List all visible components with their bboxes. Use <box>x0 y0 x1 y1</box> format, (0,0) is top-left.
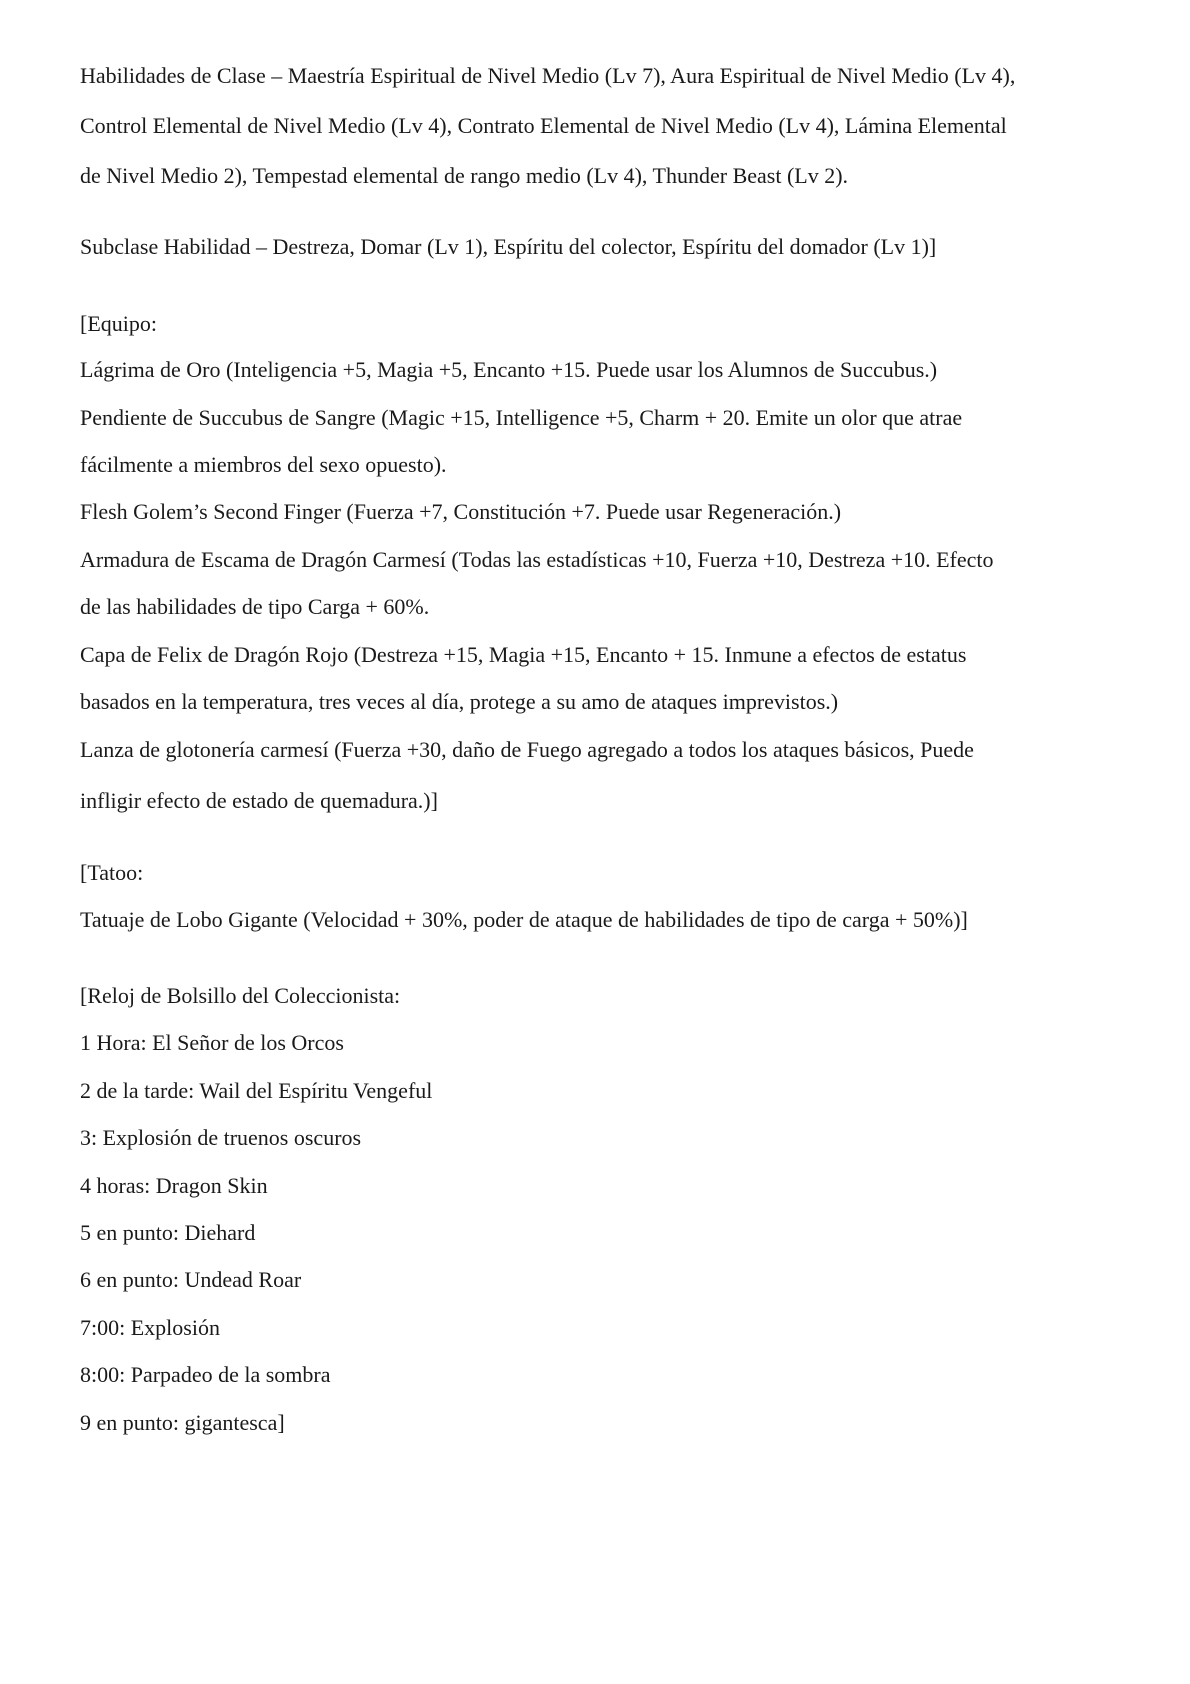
text-line: Capa de Felix de Dragón Rojo (Destreza +15, Magia +15, Encanto + 15. Inmune a efectos de estatus <box>80 642 967 667</box>
text-line: 4 horas: Dragon Skin <box>80 1173 268 1198</box>
text-line: 6 en punto: Undead Roar <box>80 1267 302 1292</box>
text-line: Subclase Habilidad – Destreza, Domar (Lv 1), Espíritu del colector, Espíritu del domador (Lv 1)] <box>80 234 937 259</box>
text-line: Lanza de glotonería carmesí (Fuerza +30, daño de Fuego agregado a todos los ataques básicos, Puede <box>80 737 974 762</box>
text-line: Flesh Golem’s Second Finger (Fuerza +7, Constitución +7. Puede usar Regeneración.) <box>80 499 842 524</box>
text-line: Lágrima de Oro (Inteligencia +5, Magia +5, Encanto +15. Puede usar los Alumnos de Succubus.) <box>80 357 938 382</box>
text-line: [Tatoo: <box>80 860 144 885</box>
text-line: 7:00: Explosión <box>80 1315 220 1340</box>
text-line: 3: Explosión de truenos oscuros <box>80 1125 362 1150</box>
text-line: 2 de la tarde: Wail del Espíritu Vengeful <box>80 1078 433 1103</box>
text-line: 1 Hora: El Señor de los Orcos <box>80 1030 344 1055</box>
text-line: 9 en punto: gigantesca] <box>80 1410 285 1435</box>
text-line: Pendiente de Succubus de Sangre (Magic +15, Intelligence +5, Charm + 20. Emite un olor que atrae <box>80 405 963 430</box>
text-line: infligir efecto de estado de quemadura.)] <box>80 788 438 813</box>
text-line: Armadura de Escama de Dragón Carmesí (Todas las estadísticas +10, Fuerza +10, Destreza +10. Efecto <box>80 547 994 572</box>
text-line: 8:00: Parpadeo de la sombra <box>80 1362 331 1387</box>
text-line: de Nivel Medio 2), Tempestad elemental de rango medio (Lv 4), Thunder Beast (Lv 2). <box>80 163 849 188</box>
text-line: Habilidades de Clase – Maestría Espiritual de Nivel Medio (Lv 7), Aura Espiritual de Nivel Medio (Lv 4), <box>80 63 1016 88</box>
text-line: Tatuaje de Lobo Gigante (Velocidad + 30%, poder de ataque de habilidades de tipo de carga + 50%)] <box>80 907 968 932</box>
text-line: [Equipo: <box>80 311 157 336</box>
text-line: Control Elemental de Nivel Medio (Lv 4), Contrato Elemental de Nivel Medio (Lv 4), Lámina Elemental <box>80 113 1007 138</box>
text-line: fácilmente a miembros del sexo opuesto). <box>80 452 447 477</box>
text-line: basados en la temperatura, tres veces al día, protege a su amo de ataques imprevistos.) <box>80 689 839 714</box>
text-line: de las habilidades de tipo Carga + 60%. <box>80 594 430 619</box>
text-line: [Reloj de Bolsillo del Coleccionista: <box>80 983 401 1008</box>
text-line: 5 en punto: Diehard <box>80 1220 256 1245</box>
